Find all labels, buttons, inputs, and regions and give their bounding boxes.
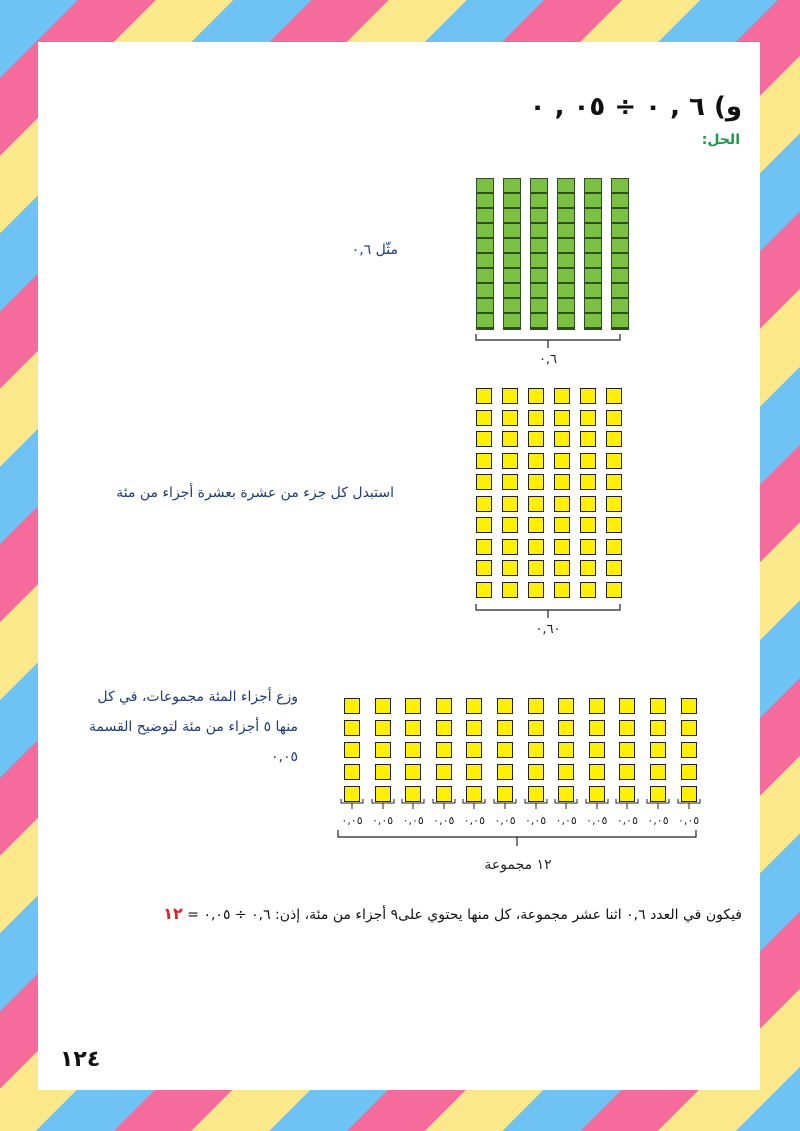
yellow-hundredth-square (502, 474, 518, 490)
yellow-hundredth-square (502, 453, 518, 469)
yellow-hundredth-square (476, 453, 492, 469)
step2-note: استبدل كل جزء من عشرة بعشرة أجزاء من مئة (116, 485, 394, 501)
worksheet-page (38, 42, 760, 1090)
group-square (558, 720, 574, 736)
yellow-hundredth-square (606, 474, 622, 490)
yellow-hundredth-square (502, 517, 518, 533)
yellow-hundredth-square (476, 388, 492, 404)
group-square (528, 742, 544, 758)
yellow-hundredth-square (554, 517, 570, 533)
page-number: ١٢٤ (60, 1047, 101, 1072)
step3-note-line: منها ٥ أجزاء من مئة لتوضيح القسمة (88, 719, 298, 735)
yellow-hundredth-square (502, 560, 518, 576)
yellow-hundredth-square (554, 496, 570, 512)
yellow-hundredth-square (554, 560, 570, 576)
group-square (344, 720, 360, 736)
group-value-label: ٠,٠٥ (616, 814, 638, 827)
step3-note-line: وزع أجزاء المئة مجموعات، في كل (97, 689, 298, 705)
yellow-hundredth-square (554, 582, 570, 598)
group-square (650, 764, 666, 780)
solution-label: الحل: (701, 132, 740, 148)
group-square (344, 698, 360, 714)
yellow-hundredth-square (528, 496, 544, 512)
step3-note (89, 682, 298, 772)
group-square (344, 764, 360, 780)
group-square (558, 742, 574, 758)
group-brace (677, 798, 701, 812)
group-brace (462, 798, 486, 812)
step2-brace (474, 602, 622, 622)
group-square (436, 698, 452, 714)
yellow-hundredth-square (554, 431, 570, 447)
group-square (405, 720, 421, 736)
yellow-hundredth-square (528, 388, 544, 404)
group-square (650, 742, 666, 758)
yellow-hundredth-square (476, 539, 492, 555)
group-square (589, 720, 605, 736)
yellow-hundredth-square (580, 431, 596, 447)
yellow-hundredth-square (528, 474, 544, 490)
yellow-hundredth-square (606, 388, 622, 404)
group-square (619, 720, 635, 736)
group-square (497, 742, 513, 758)
group-square (497, 764, 513, 780)
problem-title: و) ٦ , ٠ ÷ ٠٥ , ٠ (529, 92, 742, 122)
group-square (619, 698, 635, 714)
yellow-hundredth-square (476, 496, 492, 512)
group-brace (371, 798, 395, 812)
group-value-label: ٠,٠٥ (341, 814, 363, 827)
group-square (344, 742, 360, 758)
group-value-label: ٠,٠٥ (647, 814, 669, 827)
green-tenth-strip (611, 178, 629, 330)
yellow-hundredth-square (554, 453, 570, 469)
group-square (619, 764, 635, 780)
yellow-hundredth-square (580, 539, 596, 555)
yellow-hundredth-square (528, 582, 544, 598)
answer-value: ١٢ (163, 904, 183, 923)
group-square (650, 720, 666, 736)
group-square (436, 742, 452, 758)
group-brace (432, 798, 456, 812)
group-square (619, 742, 635, 758)
yellow-hundredth-square (580, 582, 596, 598)
group-value-label: ٠,٠٥ (494, 814, 516, 827)
yellow-hundredth-square (476, 517, 492, 533)
group-square (466, 720, 482, 736)
group-square (405, 742, 421, 758)
step1-note: مثّل ٠,٦ (351, 242, 398, 258)
group-square (497, 698, 513, 714)
green-tenth-strip (503, 178, 521, 330)
green-tenth-strip (557, 178, 575, 330)
yellow-hundredth-square (580, 410, 596, 426)
group-brace (493, 798, 517, 812)
group-brace (585, 798, 609, 812)
yellow-hundredth-square (606, 410, 622, 426)
group-square (681, 720, 697, 736)
group-brace (615, 798, 639, 812)
group-square (436, 764, 452, 780)
group-square (405, 764, 421, 780)
step3-note-line: ٠,٠٥ (270, 749, 298, 765)
yellow-hundredth-square (502, 582, 518, 598)
group-square (375, 720, 391, 736)
group-value-label: ٠,٠٥ (433, 814, 455, 827)
yellow-hundredth-square (528, 453, 544, 469)
group-square (681, 764, 697, 780)
group-square (466, 742, 482, 758)
group-value-label: ٠,٠٥ (555, 814, 577, 827)
yellow-hundredth-square (476, 410, 492, 426)
group-square (466, 764, 482, 780)
group-value-label: ٠,٠٥ (586, 814, 608, 827)
yellow-hundredth-square (554, 410, 570, 426)
group-value-label: ٠,٠٥ (463, 814, 485, 827)
group-square (589, 742, 605, 758)
group-square (528, 764, 544, 780)
green-tenth-strip (530, 178, 548, 330)
group-square (375, 742, 391, 758)
yellow-hundredth-square (580, 453, 596, 469)
conclusion-sentence: فيكون في العدد ٠,٦ اثنا عشر مجموعة، كل منها يحتوي على٩ أجزاء من مئة، إذن: ٠,٦ ÷ ٠,٠٥ = (182, 907, 742, 923)
yellow-hundredth-square (528, 517, 544, 533)
yellow-hundredth-square (502, 410, 518, 426)
yellow-hundredth-square (606, 517, 622, 533)
group-square (558, 698, 574, 714)
yellow-hundredth-square (476, 560, 492, 576)
green-tenth-strip (584, 178, 602, 330)
yellow-hundredth-square (502, 431, 518, 447)
yellow-hundredth-square (580, 560, 596, 576)
yellow-hundredth-square (502, 388, 518, 404)
group-brace (524, 798, 548, 812)
yellow-hundredth-square (528, 431, 544, 447)
yellow-hundredth-square (580, 496, 596, 512)
yellow-hundredth-square (606, 582, 622, 598)
group-square (375, 698, 391, 714)
group-square (436, 720, 452, 736)
yellow-hundredth-square (606, 560, 622, 576)
yellow-hundredth-square (476, 431, 492, 447)
yellow-hundredth-square (580, 474, 596, 490)
yellow-hundredth-square (554, 388, 570, 404)
yellow-hundredth-square (606, 539, 622, 555)
yellow-hundredth-square (502, 496, 518, 512)
group-value-label: ٠,٠٥ (371, 814, 394, 827)
step3-total-brace (336, 828, 698, 850)
group-brace (401, 798, 425, 812)
yellow-hundredth-square (502, 539, 518, 555)
group-square (528, 720, 544, 736)
step1-brace (474, 332, 622, 352)
group-square (681, 698, 697, 714)
group-square (528, 698, 544, 714)
group-square (466, 698, 482, 714)
yellow-hundredth-square (528, 560, 544, 576)
yellow-hundredth-square (606, 496, 622, 512)
yellow-hundredth-square (476, 474, 492, 490)
group-value-label: ٠,٠٥ (402, 814, 424, 827)
group-square (650, 698, 666, 714)
step1-label: ٠,٦ (538, 352, 558, 367)
groups-count-label: ١٢ مجموعة (484, 857, 552, 873)
group-square (375, 764, 391, 780)
yellow-hundredth-square (606, 453, 622, 469)
yellow-hundredth-square (580, 388, 596, 404)
group-square (589, 698, 605, 714)
yellow-hundredth-square (606, 431, 622, 447)
group-square (405, 698, 421, 714)
yellow-hundredth-square (528, 539, 544, 555)
green-tenth-strip (476, 178, 494, 330)
yellow-hundredth-square (580, 517, 596, 533)
group-square (497, 720, 513, 736)
group-brace (554, 798, 578, 812)
yellow-hundredth-square (528, 410, 544, 426)
yellow-hundredth-square (554, 474, 570, 490)
yellow-hundredth-square (554, 539, 570, 555)
group-square (558, 764, 574, 780)
group-value-label: ٠,٠٥ (524, 814, 547, 827)
group-square (589, 764, 605, 780)
group-brace (646, 798, 670, 812)
conclusion-text (163, 904, 742, 923)
group-brace (340, 798, 364, 812)
yellow-hundredth-square (476, 582, 492, 598)
group-square (681, 742, 697, 758)
group-value-label: ٠,٠٥ (677, 814, 700, 827)
step2-label: ٠,٦٠ (535, 622, 561, 637)
